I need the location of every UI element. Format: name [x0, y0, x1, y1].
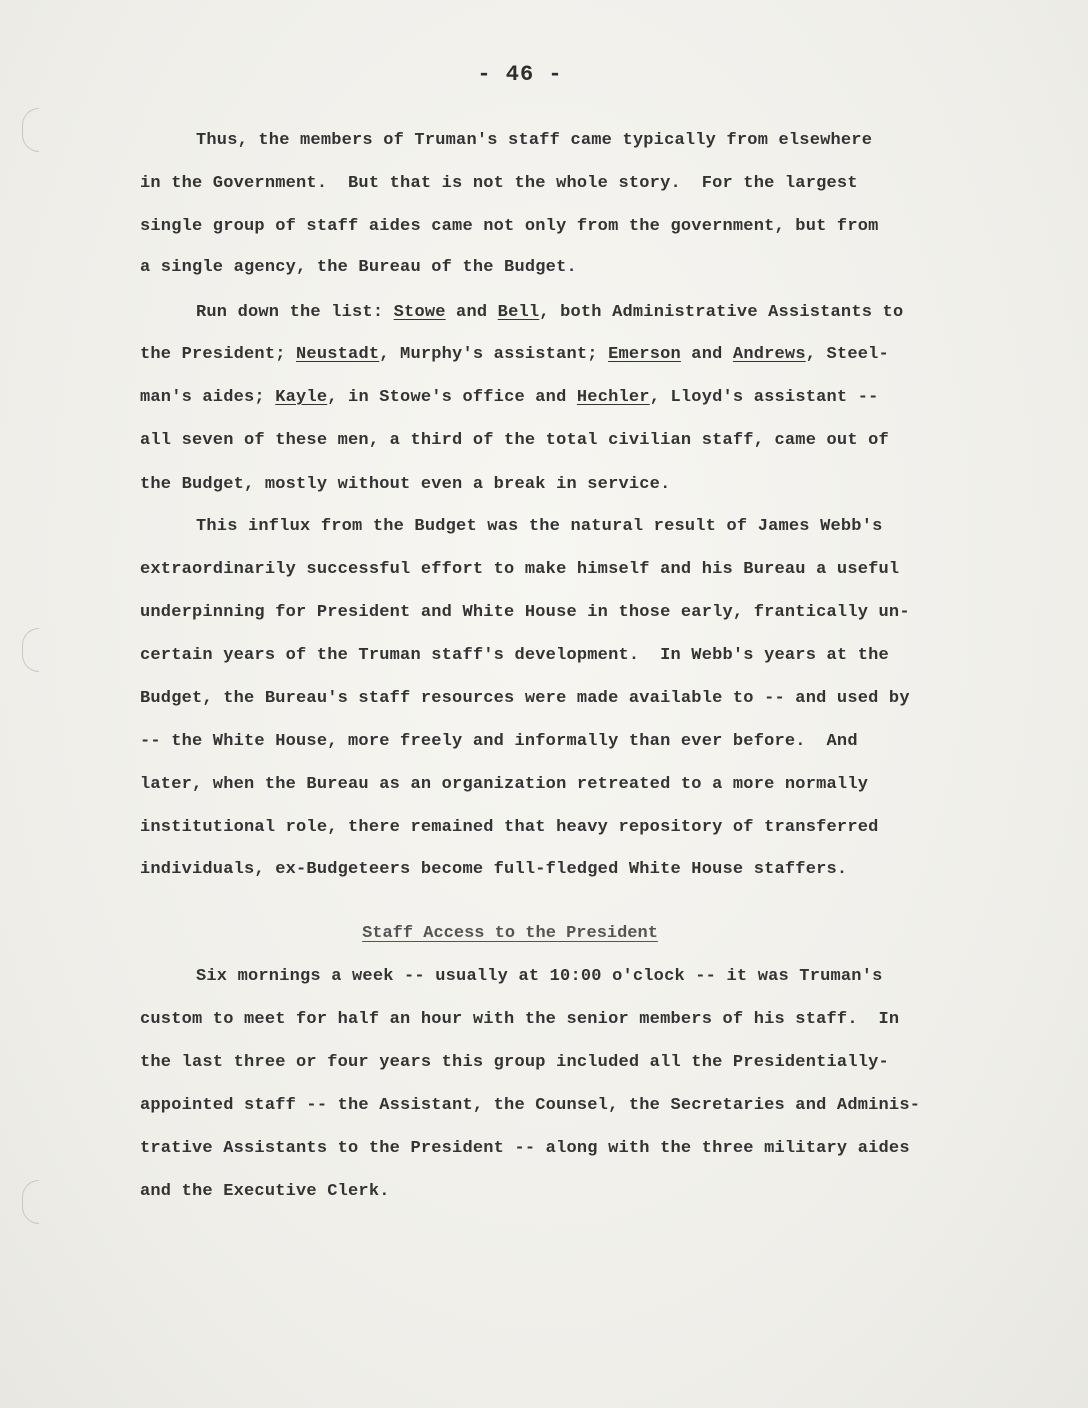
text-segment: in the Government. But that is not the whole story. For the largest [140, 174, 858, 193]
text-line [140, 258, 577, 277]
page-number: - 46 - [477, 62, 563, 87]
text-line [196, 967, 883, 986]
text-line [140, 1139, 910, 1158]
text-segment: , Murphy's assistant; [379, 345, 609, 364]
text-line [140, 860, 847, 879]
text-segment: the Budget, mostly without even a break in service. [140, 475, 671, 494]
text-segment: the last three or four years this group included all the Presidentially- [140, 1053, 889, 1072]
text-segment: Thus, the members of Truman's staff came typically from elsewhere [196, 131, 873, 150]
underlined-name: Kayle [275, 388, 328, 407]
underlined-name: Andrews [732, 345, 806, 364]
text-line [140, 818, 879, 837]
text-line [140, 217, 879, 236]
text-segment: a single agency, the Bureau of the Budget. [140, 258, 577, 277]
text-segment: all seven of these men, a third of the total civilian staff, came out of [140, 431, 889, 450]
text-segment: -- the White House, more freely and informally than ever before. And [140, 732, 858, 751]
text-segment: , both Administrative Assistants to [539, 303, 904, 322]
text-segment: single group of staff aides came not only from the government, but from [140, 217, 879, 236]
text-line [140, 603, 910, 622]
text-segment: , in Stowe's office and [327, 388, 577, 407]
text-segment: This influx from the Budget was the natural result of James Webb's [196, 517, 883, 536]
text-segment: Budget, the Bureau's staff resources were made available to -- and used by [140, 689, 910, 708]
text-line [140, 1096, 920, 1115]
underlined-name: Stowe [393, 303, 446, 322]
text-line [140, 388, 879, 407]
punch-hole-mark-top [22, 108, 39, 152]
text-line [140, 646, 889, 665]
text-line [140, 1053, 889, 1072]
text-segment: certain years of the Truman staff's development. In Webb's years at the [140, 646, 889, 665]
text-line [140, 732, 858, 751]
text-line [140, 345, 889, 364]
text-segment: custom to meet for half an hour with the senior members of his staff. In [140, 1010, 900, 1029]
text-segment: institutional role, there remained that heavy repository of transferred [140, 818, 879, 837]
text-segment: Run down the list: [196, 303, 394, 322]
text-segment: and [445, 303, 498, 322]
text-segment: Six mornings a week -- usually at 10:00 o'clock -- it was Truman's [196, 967, 883, 986]
text-line [140, 431, 889, 450]
text-line [196, 517, 883, 536]
section-heading: Staff Access to the President [362, 924, 658, 943]
text-line [140, 775, 868, 794]
text-segment: extraordinarily successful effort to make himself and his Bureau a useful [140, 560, 900, 579]
underlined-name: Emerson [608, 345, 681, 364]
text-segment: , Lloyd's assistant -- [649, 388, 879, 407]
text-line [140, 560, 899, 579]
text-segment: individuals, ex-Budgeteers become full-fledged White House staffers. [140, 860, 848, 879]
underlined-name: Hechler [576, 388, 650, 407]
text-line [140, 689, 910, 708]
text-segment: and [680, 345, 733, 364]
underlined-name: Bell [497, 303, 540, 322]
punch-hole-mark-bottom [22, 1180, 39, 1224]
text-segment: later, when the Bureau as an organization retreated to a more normally [140, 775, 869, 794]
text-line [196, 303, 903, 322]
text-line [140, 1010, 899, 1029]
underlined-name: Neustadt [296, 345, 380, 364]
text-line [140, 1182, 390, 1201]
text-segment: trative Assistants to the President -- along with the three military aides [140, 1139, 910, 1158]
text-segment: the President; [140, 345, 297, 364]
punch-hole-mark-middle [22, 628, 39, 672]
text-segment: appointed staff -- the Assistant, the Counsel, the Secretaries and Adminis- [140, 1096, 921, 1115]
text-line [196, 131, 872, 150]
text-segment: and the Executive Clerk. [140, 1182, 390, 1201]
text-segment: , Steel- [805, 345, 889, 364]
text-line [140, 475, 671, 494]
text-segment: man's aides; [140, 388, 276, 407]
text-line [140, 174, 858, 193]
text-segment: underpinning for President and White House in those early, frantically un- [140, 603, 910, 622]
